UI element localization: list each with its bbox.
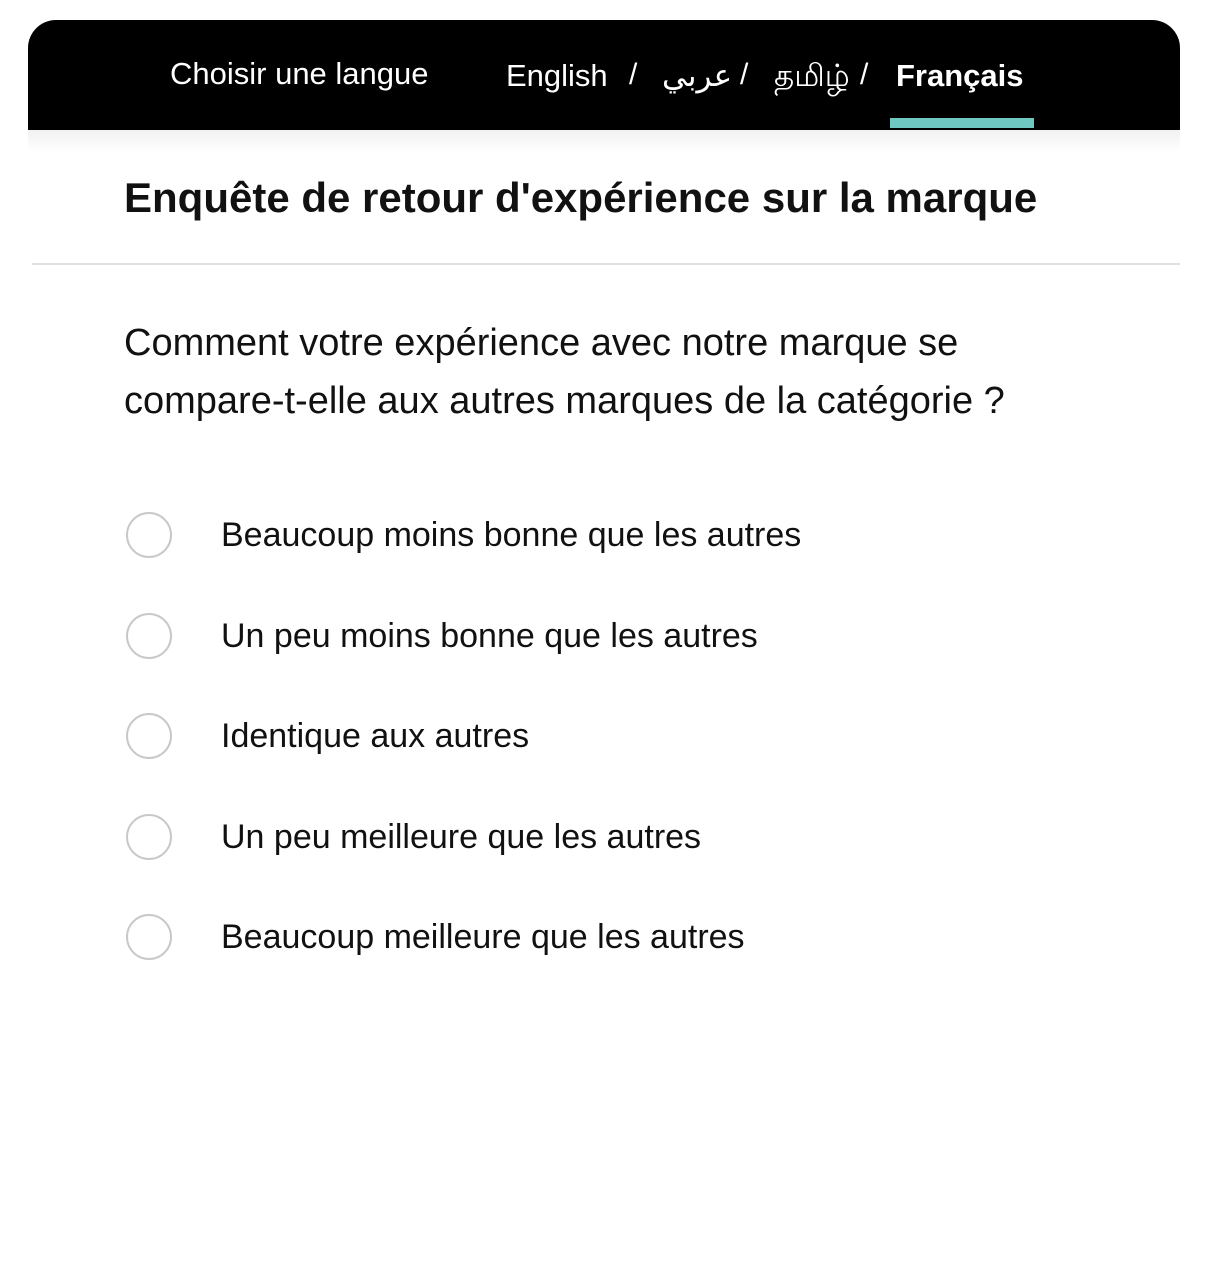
answer-option[interactable]	[124, 609, 1124, 710]
question-text: Comment votre expérience avec notre marque se compare-t-elle aux autres marques de la catégorie ?	[124, 322, 1005, 422]
language-option-arabic[interactable]: عربي	[662, 58, 733, 93]
language-option-tamil[interactable]: தமிழ்	[774, 58, 850, 93]
language-bar	[28, 20, 1180, 130]
answer-option-label: Un peu moins bonne que les autres	[221, 616, 758, 655]
radio-button[interactable]	[126, 814, 172, 860]
language-prompt: Choisir une langue	[170, 56, 429, 91]
title-divider	[32, 263, 1180, 265]
answer-option[interactable]	[124, 709, 1124, 810]
survey-title: Enquête de retour d'expérience sur la marque	[124, 174, 1038, 221]
language-separator: /	[860, 58, 869, 91]
language-option-english[interactable]: English	[506, 58, 608, 93]
answer-option[interactable]	[124, 910, 1124, 1011]
answer-option-label: Un peu meilleure que les autres	[221, 817, 702, 856]
answer-option-label: Beaucoup meilleure que les autres	[221, 918, 745, 956]
radio-button[interactable]	[126, 713, 172, 759]
radio-button[interactable]	[126, 914, 172, 960]
active-language-indicator	[890, 118, 1034, 128]
answer-option-label: Beaucoup moins bonne que les autres	[221, 516, 802, 554]
language-separator: /	[629, 58, 638, 91]
answer-option[interactable]	[124, 508, 1124, 609]
radio-button[interactable]	[126, 512, 172, 558]
answer-options	[124, 508, 1124, 1011]
answer-option-label: Identique aux autres	[221, 717, 530, 755]
answer-option[interactable]	[124, 810, 1124, 911]
radio-button[interactable]	[126, 613, 172, 659]
header-shadow	[28, 130, 1180, 152]
language-separator: /	[740, 58, 749, 91]
language-option-french[interactable]: Français	[896, 58, 1024, 93]
